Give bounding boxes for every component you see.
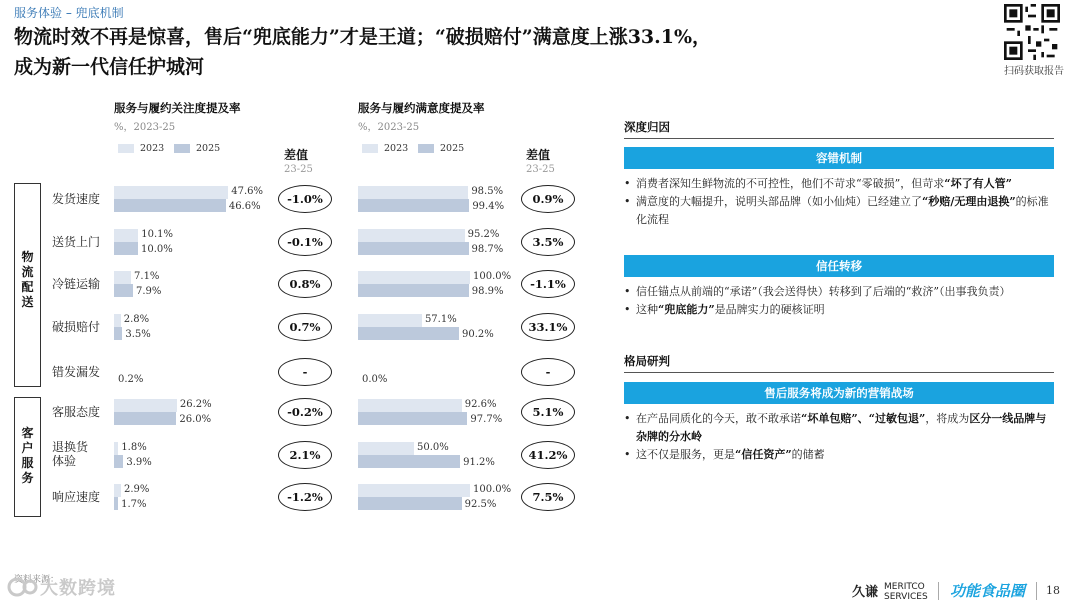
group-label-char: 务 bbox=[21, 471, 34, 485]
category-label-line: 体验 bbox=[52, 454, 77, 468]
legend-swatch-2025 bbox=[418, 144, 434, 153]
section-divider bbox=[624, 372, 1054, 373]
page-number: 18 bbox=[1046, 584, 1060, 597]
bullet-text bbox=[636, 175, 1012, 193]
diff-badge: 33.1% bbox=[521, 313, 575, 341]
value-label-2025: 90.2% bbox=[462, 329, 494, 340]
bar-2025 bbox=[358, 412, 467, 425]
value-label-2025: 3.9% bbox=[126, 457, 152, 468]
bullet-segment: ，将成为 bbox=[925, 412, 970, 425]
diff-badge: - bbox=[278, 358, 332, 386]
value-label-2023: 1.8% bbox=[121, 442, 147, 453]
diff-badge: 5.1% bbox=[521, 398, 575, 426]
chart1-subtitle: %，2023-25 bbox=[114, 122, 176, 133]
diff-badge: -0.1% bbox=[278, 228, 332, 256]
section-title-attribution: 深度归因 bbox=[624, 120, 670, 134]
bar-2023 bbox=[358, 314, 422, 327]
value-label-2023: 26.2% bbox=[179, 399, 212, 410]
logo-meritco-line2: SERVICES bbox=[884, 592, 928, 602]
diff-badge: -1.2% bbox=[278, 483, 332, 511]
bullet-segment: 的标准化流程 bbox=[636, 195, 1049, 226]
chart2-title: 服务与履约满意度提及率 bbox=[358, 101, 485, 115]
bar-2023 bbox=[114, 484, 121, 497]
bar-2025 bbox=[114, 199, 226, 212]
bullet-dot-icon: • bbox=[624, 412, 631, 425]
bar-2025 bbox=[358, 242, 469, 255]
value-label-2023: 95.2% bbox=[467, 229, 500, 240]
category-label bbox=[52, 405, 100, 419]
logo-meritco bbox=[884, 582, 928, 602]
bullet-segment: 信任锚点从前端的“承诺”（我会送得快）转移到了后端的“救济”（出事我负责） bbox=[636, 285, 1011, 298]
group-label-logistics bbox=[15, 184, 40, 310]
value-label-2025: 98.7% bbox=[471, 244, 504, 255]
logo-jiuqian: 久谦 bbox=[852, 585, 879, 600]
category-label bbox=[52, 235, 100, 249]
bullet-text bbox=[636, 301, 825, 319]
value-label-2023: 50.0% bbox=[417, 442, 449, 453]
value-label-2025: 98.9% bbox=[471, 286, 504, 297]
title-line-2: 成为新一代信任护城河 bbox=[14, 56, 205, 78]
bullets-fault-tolerance bbox=[624, 175, 1054, 229]
qr-caption: 扫码获取报告 bbox=[1004, 66, 1064, 77]
bar-2023 bbox=[114, 442, 118, 455]
logo-functional-food: 功能食品圈 bbox=[950, 582, 1026, 600]
bar-2025 bbox=[114, 327, 122, 340]
diff-badge: - bbox=[521, 358, 575, 386]
bullet-item bbox=[624, 301, 1054, 319]
legend-label: 2025 bbox=[440, 143, 465, 154]
category-label bbox=[52, 440, 88, 468]
bar-2023 bbox=[114, 314, 121, 327]
category-label bbox=[52, 365, 100, 379]
category-label-line: 发货速度 bbox=[52, 192, 101, 206]
bar-2023 bbox=[358, 229, 465, 242]
legend-label: 2023 bbox=[140, 143, 165, 154]
bullet-segment: 在产品同质化的今天，敢不敢承诺 bbox=[636, 412, 801, 425]
category-label bbox=[52, 192, 100, 206]
bullet-text bbox=[636, 446, 825, 464]
footer-divider bbox=[938, 582, 939, 600]
bar-2023 bbox=[114, 271, 131, 284]
category-label-line: 退换货 bbox=[52, 440, 89, 454]
bullet-segment: 是品牌实力的硬核证明 bbox=[714, 303, 825, 316]
bullet-item bbox=[624, 283, 1054, 301]
banner-fault-tolerance: 容错机制 bbox=[624, 147, 1054, 169]
bar-2025 bbox=[114, 455, 123, 468]
bullet-segment: 满意度的大幅提升，说明头部品牌（如小仙炖）已经建立了 bbox=[636, 195, 922, 208]
group-label-char: 服 bbox=[21, 456, 34, 470]
value-label-2023: 0.0% bbox=[362, 374, 388, 385]
bar-2025 bbox=[358, 455, 460, 468]
bullet-emphasis: “秒赔/无理由退换” bbox=[922, 195, 1016, 208]
bar-2025 bbox=[114, 497, 118, 510]
footer-divider bbox=[1036, 582, 1037, 600]
value-label-2023: 10.1% bbox=[141, 229, 174, 240]
logo-meritco-line1: MERITCO bbox=[884, 582, 925, 592]
diff-badge: -1.1% bbox=[521, 270, 575, 298]
bullet-text bbox=[636, 410, 1054, 446]
bar-2023 bbox=[358, 271, 470, 284]
breadcrumb: 服务体验 – 兜底机制 bbox=[14, 6, 124, 20]
group-label-char: 物 bbox=[21, 250, 34, 264]
bullet-item bbox=[624, 410, 1054, 446]
category-label-line: 错发漏发 bbox=[52, 365, 101, 379]
legend-label: 2023 bbox=[384, 143, 409, 154]
bar-2023 bbox=[114, 399, 177, 412]
value-label-2023: 100.0% bbox=[473, 484, 512, 495]
category-label-line: 送货上门 bbox=[52, 235, 101, 249]
diff-badge: 0.7% bbox=[278, 313, 332, 341]
legend-label: 2025 bbox=[196, 143, 221, 154]
bullet-item bbox=[624, 446, 1054, 464]
chart2-subtitle: %，2023-25 bbox=[358, 122, 420, 133]
bullet-dot-icon: • bbox=[624, 448, 631, 461]
value-label-2025: 26.0% bbox=[179, 414, 212, 425]
chart1-legend-2023 bbox=[118, 143, 164, 154]
chart1-diff-header: 差值 bbox=[284, 148, 309, 162]
value-label-2023: 92.6% bbox=[464, 399, 497, 410]
bullet-item bbox=[624, 193, 1054, 229]
watermark-text: 大数跨境 bbox=[40, 578, 116, 599]
diff-badge: 0.9% bbox=[521, 185, 575, 213]
chart2-legend-2023 bbox=[362, 143, 408, 154]
bullet-item bbox=[624, 175, 1054, 193]
section-divider bbox=[624, 138, 1054, 139]
bullets-after-sales-battlefield bbox=[624, 410, 1054, 464]
value-label-2025: 7.9% bbox=[135, 286, 162, 297]
value-label-2025: 97.7% bbox=[470, 414, 503, 425]
bullet-dot-icon: • bbox=[624, 195, 631, 208]
diff-badge: 41.2% bbox=[521, 441, 575, 469]
bar-2025 bbox=[358, 327, 459, 340]
bar-2025 bbox=[358, 284, 469, 297]
group-label-char: 户 bbox=[21, 441, 34, 455]
bar-2023 bbox=[358, 186, 468, 199]
category-label-line: 客服态度 bbox=[52, 405, 101, 419]
bullet-dot-icon: • bbox=[624, 285, 631, 298]
group-label-char: 客 bbox=[21, 426, 34, 440]
diff-badge: 7.5% bbox=[521, 483, 575, 511]
group-label-customer-service bbox=[15, 398, 40, 486]
value-label-2023: 0.2% bbox=[118, 374, 144, 385]
diff-badge: 0.8% bbox=[278, 270, 332, 298]
diff-badge: 3.5% bbox=[521, 228, 575, 256]
value-label-2025: 46.6% bbox=[228, 201, 261, 212]
section-title-outlook: 格局研判 bbox=[624, 354, 670, 368]
value-label-2023: 7.1% bbox=[134, 271, 160, 282]
group-label-char: 流 bbox=[21, 265, 34, 279]
group-box-customer-service bbox=[14, 397, 41, 517]
legend-swatch-2023 bbox=[118, 144, 134, 153]
category-label-line: 冷链运输 bbox=[52, 277, 101, 291]
value-label-2025: 92.5% bbox=[464, 499, 497, 510]
value-label-2025: 1.7% bbox=[121, 499, 147, 510]
bullet-text bbox=[636, 193, 1054, 229]
bar-2023 bbox=[114, 186, 228, 199]
value-label-2023: 57.1% bbox=[424, 314, 457, 325]
value-label-2025: 10.0% bbox=[141, 244, 173, 255]
chart1-legend-2025 bbox=[174, 143, 220, 154]
bar-2023 bbox=[114, 229, 138, 242]
title-line-1: 物流时效不再是惊喜，售后“兜底能力”才是王道；“破损赔付”满意度上涨33.1%， bbox=[14, 26, 712, 48]
bullet-emphasis: “坏单包赔”、“过敏包退” bbox=[801, 412, 926, 425]
bullet-emphasis: “兜底能力” bbox=[658, 303, 715, 316]
bar-2025 bbox=[114, 412, 176, 425]
value-label-2025: 3.5% bbox=[125, 329, 151, 340]
banner-after-sales-battlefield: 售后服务将成为新的营销战场 bbox=[624, 382, 1054, 404]
bullet-segment: 这种 bbox=[636, 303, 658, 316]
bar-2025 bbox=[358, 199, 469, 212]
chart1-title: 服务与履约关注度提及率 bbox=[114, 101, 241, 115]
bullet-emphasis: 区分一线品牌与杂牌的分水岭 bbox=[636, 412, 1047, 443]
bullets-trust-transfer bbox=[624, 283, 1054, 319]
bullet-segment: 消费者深知生鲜物流的不可控性，他们不苛求“零破损”，但苛求 bbox=[636, 177, 945, 190]
banner-trust-transfer: 信任转移 bbox=[624, 255, 1054, 277]
source-note: 资料来源： bbox=[14, 575, 60, 585]
watermark-logo-icon bbox=[6, 576, 40, 598]
watermark bbox=[6, 574, 116, 600]
chart2-diff-sub: 23-25 bbox=[526, 164, 555, 175]
diff-badge: -1.0% bbox=[278, 185, 332, 213]
bullet-emphasis: “信任资产” bbox=[735, 448, 792, 461]
bullet-dot-icon: • bbox=[624, 177, 631, 190]
bar-2025 bbox=[114, 242, 138, 255]
category-label-line: 破损赔付 bbox=[52, 320, 101, 334]
category-label bbox=[52, 277, 100, 291]
chart2-legend-2025 bbox=[418, 143, 464, 154]
bar-2023 bbox=[358, 399, 462, 412]
bullet-text bbox=[636, 283, 1011, 301]
bar-2025 bbox=[114, 284, 133, 297]
bullet-segment: 的储蓄 bbox=[791, 448, 825, 461]
category-label bbox=[52, 320, 100, 334]
value-label-2023: 2.9% bbox=[123, 484, 150, 495]
value-label-2023: 100.0% bbox=[473, 271, 512, 282]
diff-badge: 2.1% bbox=[278, 441, 332, 469]
bar-2023 bbox=[358, 484, 470, 497]
bullet-dot-icon: • bbox=[624, 303, 631, 316]
value-label-2023: 47.6% bbox=[231, 186, 264, 197]
value-label-2025: 91.2% bbox=[463, 457, 495, 468]
legend-swatch-2025 bbox=[174, 144, 190, 153]
bullet-segment: 这不仅是服务，更是 bbox=[636, 448, 735, 461]
category-label bbox=[52, 490, 100, 504]
page-title bbox=[14, 22, 934, 82]
value-label-2023: 2.8% bbox=[123, 314, 150, 325]
value-label-2025: 99.4% bbox=[472, 201, 505, 212]
bar-2025 bbox=[358, 497, 462, 510]
bullet-emphasis: “坏了有人管” bbox=[944, 177, 1012, 190]
diff-badge: -0.2% bbox=[278, 398, 332, 426]
chart2-diff-header: 差值 bbox=[526, 148, 551, 162]
group-box-logistics bbox=[14, 183, 41, 387]
category-label-line: 响应速度 bbox=[52, 490, 101, 504]
chart1-diff-sub: 23-25 bbox=[284, 164, 313, 175]
qr-code-icon[interactable] bbox=[1004, 4, 1060, 60]
bar-2023 bbox=[358, 442, 414, 455]
legend-swatch-2023 bbox=[362, 144, 378, 153]
value-label-2023: 98.5% bbox=[471, 186, 504, 197]
group-label-char: 送 bbox=[21, 295, 34, 309]
group-label-char: 配 bbox=[21, 280, 34, 294]
